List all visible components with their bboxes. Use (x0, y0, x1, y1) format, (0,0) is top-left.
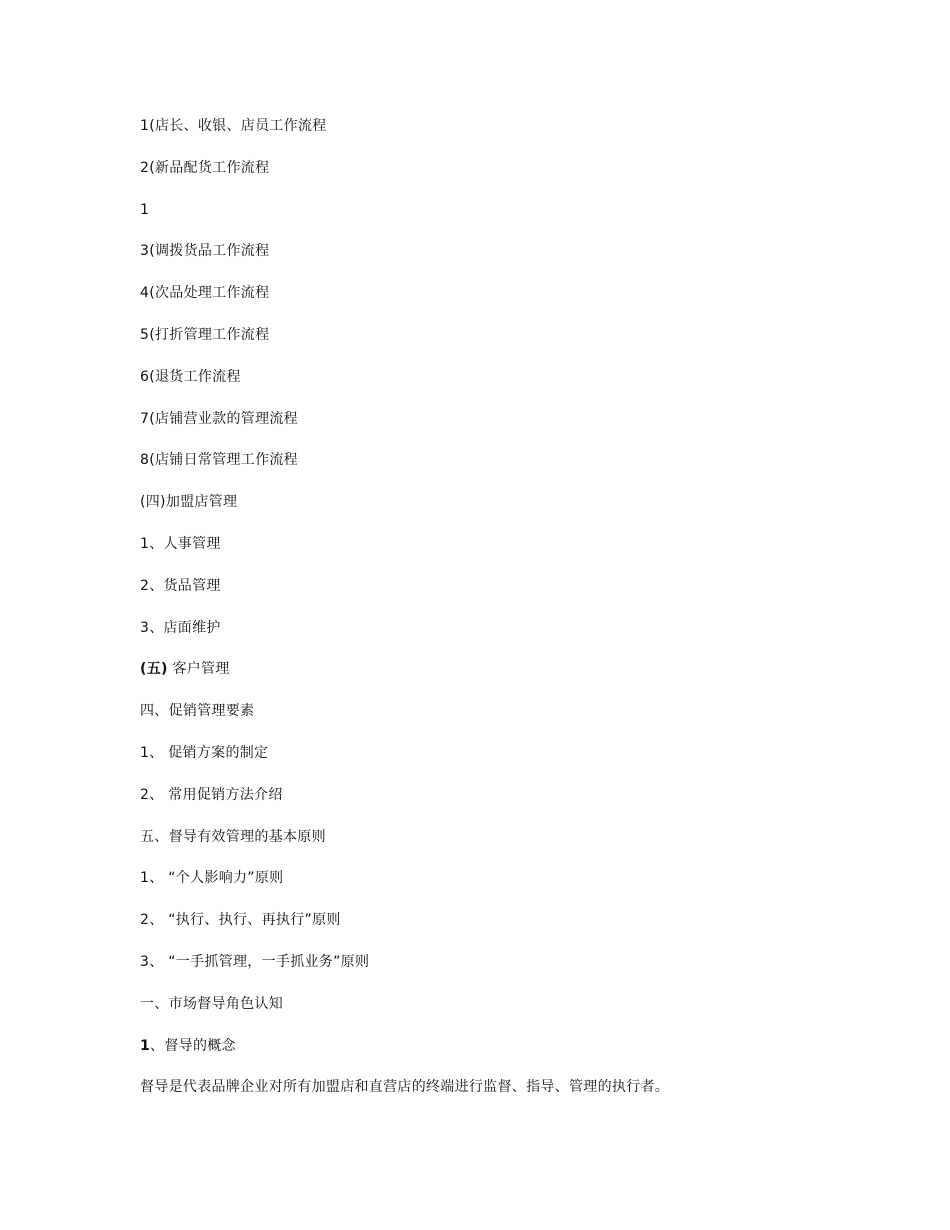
text-line (140, 366, 900, 408)
line-prefix: (五) (140, 661, 168, 678)
line-text: 客户管理 (167, 661, 230, 678)
text-line (140, 199, 900, 241)
text-line (140, 157, 900, 199)
text-line (140, 700, 900, 742)
line-text: 2、 常用促销方法介绍 (140, 786, 283, 803)
line-text: 督导是代表品牌企业对所有加盟店和直营店的终端进行监督、指导、管理的执行者。 (140, 1079, 670, 1096)
text-line (140, 115, 900, 157)
text-line (140, 491, 900, 533)
text-line (140, 1076, 900, 1118)
text-line (140, 1035, 900, 1077)
line-text: 、督导的概念 (150, 1037, 236, 1054)
text-line (140, 533, 900, 575)
text-line (140, 784, 900, 826)
text-lines (140, 115, 900, 1118)
line-text: 一、市场督导角色认知 (140, 995, 283, 1012)
text-line (140, 867, 900, 909)
line-text: 2、 “执行、执行、再执行”原则 (140, 912, 341, 929)
line-text: 8(店铺日常管理工作流程 (140, 452, 298, 469)
line-text: 四、促销管理要素 (140, 703, 255, 720)
text-line (140, 826, 900, 868)
line-text: 1 (140, 201, 150, 218)
text-line (140, 324, 900, 366)
line-text: 1、人事管理 (140, 535, 221, 552)
line-text: 7(店铺营业款的管理流程 (140, 410, 298, 427)
text-line (140, 240, 900, 282)
text-line (140, 282, 900, 324)
text-line (140, 951, 900, 993)
text-line (140, 575, 900, 617)
text-line (140, 658, 900, 700)
line-text: 4(次品处理工作流程 (140, 285, 270, 302)
line-text: 5(打折管理工作流程 (140, 326, 270, 343)
line-text: 1、 “个人影响力”原则 (140, 870, 284, 887)
line-text: 3、 “一手抓管理，一手抓业务”原则 (140, 953, 370, 970)
line-text: 1(店长、收银、店员工作流程 (140, 118, 327, 134)
line-text: (四)加盟店管理 (140, 494, 238, 511)
line-text: 2(新品配货工作流程 (140, 159, 270, 176)
line-text: 3、店面维护 (140, 619, 221, 636)
line-text: 1、 促销方案的制定 (140, 744, 269, 761)
text-line (140, 617, 900, 659)
text-line (140, 993, 900, 1035)
text-line (140, 449, 900, 491)
line-text: 6(退货工作流程 (140, 368, 241, 385)
text-line (140, 742, 900, 784)
line-prefix: 1 (140, 1037, 151, 1054)
text-line (140, 909, 900, 951)
line-text: 2、货品管理 (140, 577, 221, 594)
line-text: 五、督导有效管理的基本原则 (140, 828, 326, 845)
text-line (140, 408, 900, 450)
line-text: 3(调拨货品工作流程 (140, 243, 270, 260)
